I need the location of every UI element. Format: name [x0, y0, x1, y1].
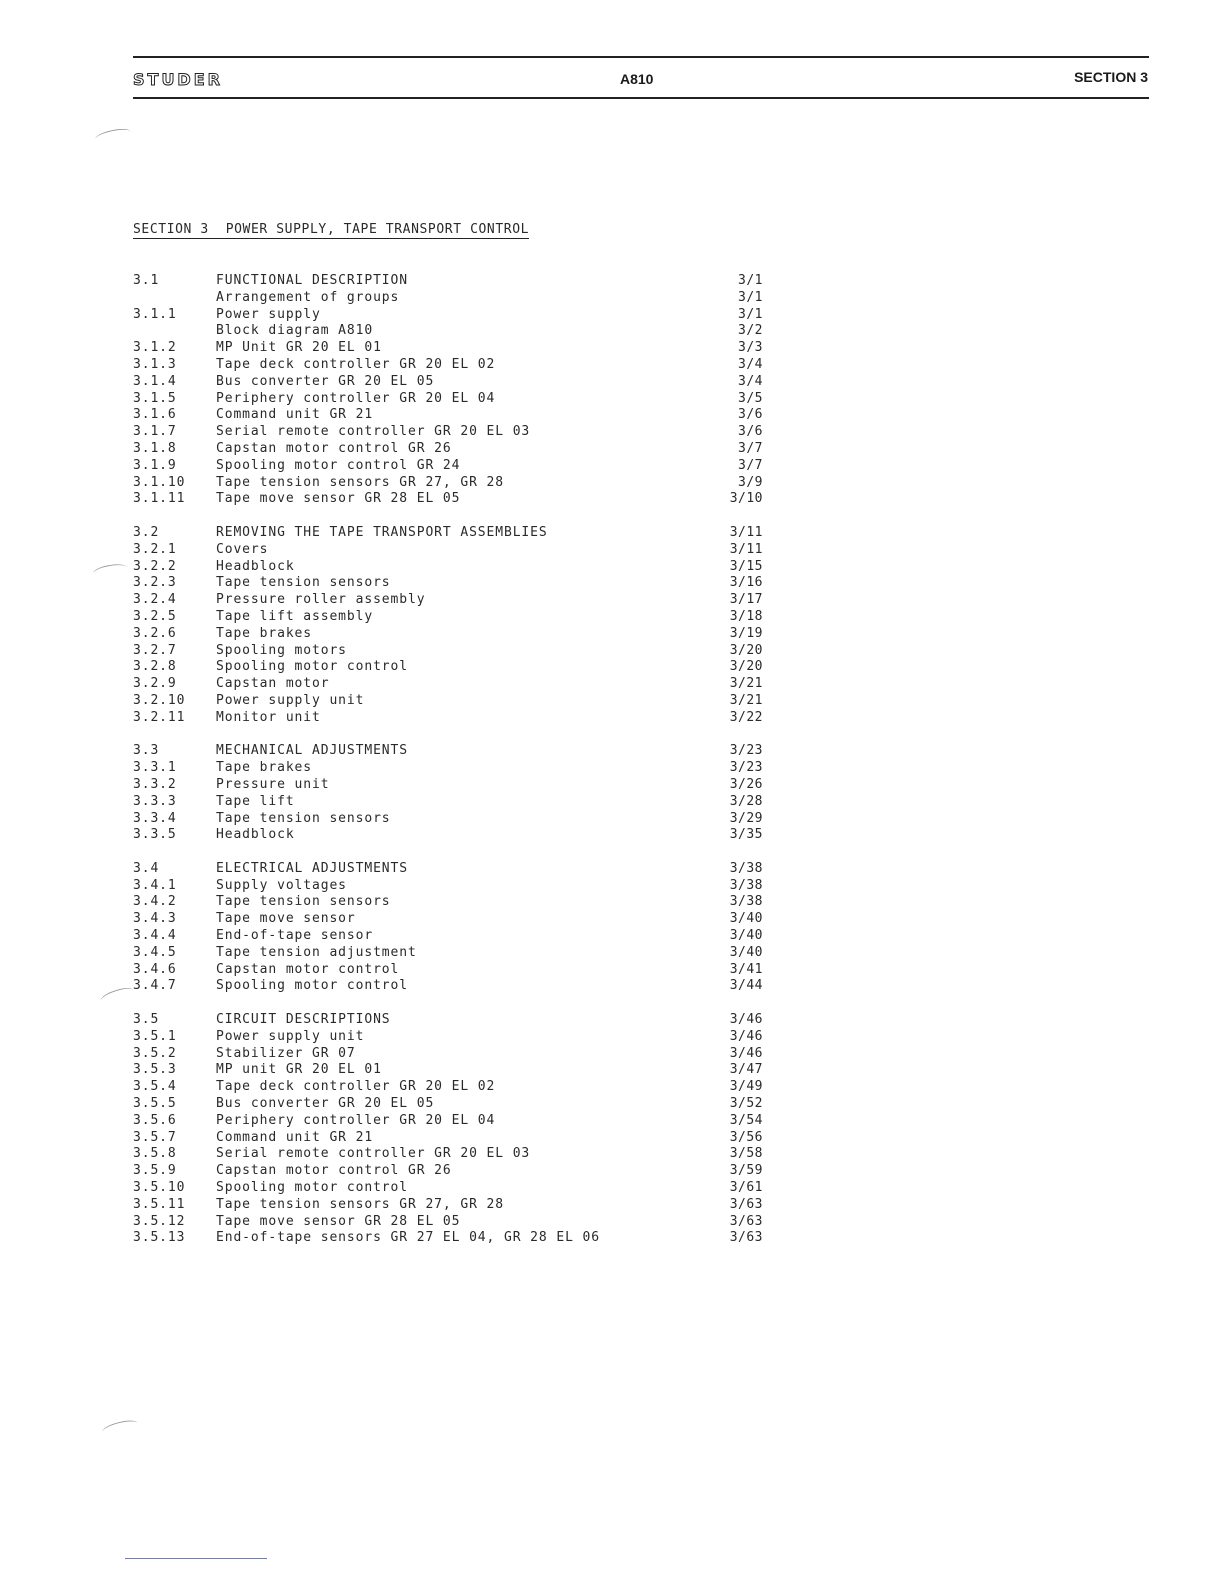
- toc-entry: [133, 1180, 763, 1197]
- toc-entry-page: 3/20: [729, 659, 763, 675]
- toc-entry-page: 3/38: [729, 860, 763, 876]
- toc-entry-title: Tape brakes: [216, 760, 312, 776]
- toc-entry-title: Power supply: [216, 306, 321, 322]
- toc-entry: [133, 760, 763, 777]
- toc-entry-page: 3/58: [729, 1146, 763, 1162]
- toc-entry-number: 3.2: [133, 524, 160, 540]
- toc-entry-title: Tape tension sensors: [216, 810, 391, 826]
- toc-entry: [133, 743, 763, 760]
- page-title: SECTION 3 POWER SUPPLY, TAPE TRANSPORT CONTROL: [133, 222, 530, 237]
- toc-entry-page: 3/1: [738, 306, 763, 322]
- toc-entry-number: 3.2.2: [133, 558, 177, 574]
- toc-entry: [133, 659, 763, 676]
- toc-entry: [133, 273, 763, 290]
- toc-entry-number: 3.4.5: [133, 944, 177, 960]
- toc-entry: [133, 827, 763, 844]
- toc-entry-title: MECHANICAL ADJUSTMENTS: [216, 743, 408, 759]
- toc-entry: [133, 475, 763, 492]
- toc-entry-page: 3/54: [729, 1112, 763, 1128]
- toc-entry-number: 3.2.6: [133, 625, 177, 641]
- toc-entry-page: 3/44: [729, 978, 763, 994]
- toc-entry-title: Power supply unit: [216, 692, 365, 708]
- toc-entry: [133, 1146, 763, 1163]
- toc-entry: [133, 1113, 763, 1130]
- toc-entry-number: 3.1.9: [133, 457, 177, 473]
- toc-entry-page: 3/23: [729, 760, 763, 776]
- toc-entry-number: 3.2.8: [133, 659, 177, 675]
- toc-entry: [133, 1130, 763, 1147]
- scan-mark: [94, 126, 132, 144]
- toc-entry-title: Serial remote controller GR 20 EL 03: [216, 424, 531, 440]
- toc-entry-title: MP unit GR 20 EL 01: [216, 1062, 382, 1078]
- toc-entry: [133, 978, 763, 995]
- toc-entry-number: 3.2.1: [133, 541, 177, 557]
- toc-entry-title: Tape brakes: [216, 625, 312, 641]
- toc-entry: [133, 441, 763, 458]
- scan-mark: [92, 562, 127, 579]
- toc-entry-title: REMOVING THE TAPE TRANSPORT ASSEMBLIES: [216, 524, 548, 540]
- toc-entry-number: 3.5.11: [133, 1196, 186, 1212]
- toc-entry-page: 3/40: [729, 944, 763, 960]
- toc-entry: [133, 525, 763, 542]
- toc-entry-number: 3.5.3: [133, 1062, 177, 1078]
- toc-entry-page: 3/56: [729, 1129, 763, 1145]
- toc-entry: [133, 962, 763, 979]
- toc-entry-page: 3/6: [738, 424, 763, 440]
- toc-entry-page: 3/6: [738, 407, 763, 423]
- toc-entry-page: 3/63: [729, 1213, 763, 1229]
- toc-entry-title: MP Unit GR 20 EL 01: [216, 340, 382, 356]
- toc-entry-page: 3/3: [738, 340, 763, 356]
- toc-entry: [133, 357, 763, 374]
- toc-entry: [133, 894, 763, 911]
- toc-entry: [133, 811, 763, 828]
- toc-entry-number: 3.3.4: [133, 810, 177, 826]
- toc-entry-title: Stabilizer GR 07: [216, 1045, 356, 1061]
- toc-entry-title: CIRCUIT DESCRIPTIONS: [216, 1012, 391, 1028]
- toc-entry-number: 3.1.4: [133, 373, 177, 389]
- scan-edge-line: [125, 1558, 267, 1559]
- toc-entry-title: Spooling motor control: [216, 1180, 408, 1196]
- toc-entry-page: 3/15: [729, 558, 763, 574]
- toc-entry-title: Command unit GR 21: [216, 407, 374, 423]
- toc-entry: [133, 491, 763, 508]
- toc-entry: [133, 374, 763, 391]
- toc-entry-title: Power supply unit: [216, 1028, 365, 1044]
- toc-group: [133, 743, 763, 844]
- toc-entry: [133, 1096, 763, 1113]
- toc-entry: [133, 945, 763, 962]
- toc-entry-page: 3/26: [729, 776, 763, 792]
- toc-entry-page: 3/1: [738, 273, 763, 288]
- toc-entry-title: Tape lift: [216, 793, 295, 809]
- toc-entry-page: 3/7: [738, 457, 763, 473]
- toc-entry-title: Capstan motor control: [216, 961, 400, 977]
- toc-entry-page: 3/19: [729, 625, 763, 641]
- toc-entry-page: 3/23: [729, 743, 763, 759]
- toc-group: [133, 1012, 763, 1247]
- toc-entry-number: 3.5.9: [133, 1163, 177, 1179]
- toc-entry-number: 3.5.10: [133, 1180, 186, 1196]
- toc-entry-page: 3/61: [729, 1180, 763, 1196]
- toc-entry: [133, 290, 763, 307]
- toc-entry-page: 3/40: [729, 911, 763, 927]
- toc-entry-page: 3/10: [729, 491, 763, 507]
- toc-entry-title: Bus converter GR 20 EL 05: [216, 1096, 435, 1112]
- toc-entry-number: 3.2.3: [133, 575, 177, 591]
- toc-entry: [133, 626, 763, 643]
- toc-entry-title: Tape move sensor GR 28 EL 05: [216, 491, 461, 507]
- toc-entry-page: 3/46: [729, 1045, 763, 1061]
- toc-entry-page: 3/21: [729, 692, 763, 708]
- toc-entry: [133, 693, 763, 710]
- toc-entry-title: Headblock: [216, 827, 295, 843]
- toc-entry-number: 3.1.6: [133, 407, 177, 423]
- toc-entry-number: 3.4.1: [133, 877, 177, 893]
- toc-entry-page: 3/21: [729, 676, 763, 692]
- toc-entry-page: 3/35: [729, 827, 763, 843]
- toc-entry-page: 3/63: [729, 1230, 763, 1246]
- toc-entry: [133, 1062, 763, 1079]
- toc-entry-number: 3.4.6: [133, 961, 177, 977]
- toc-entry: [133, 928, 763, 945]
- toc-entry: [133, 861, 763, 878]
- toc-entry-page: 3/11: [729, 524, 763, 540]
- toc-entry-page: 3/4: [738, 373, 763, 389]
- toc-entry-page: 3/59: [729, 1163, 763, 1179]
- toc-entry: [133, 911, 763, 928]
- toc-entry: [133, 1230, 763, 1247]
- toc-entry-number: 3.2.10: [133, 692, 186, 708]
- toc-entry: [133, 575, 763, 592]
- toc-entry-title: Monitor unit: [216, 709, 321, 725]
- toc-entry: [133, 1214, 763, 1231]
- toc-entry-number: 3.2.11: [133, 709, 186, 725]
- toc-entry-title: Serial remote controller GR 20 EL 03: [216, 1146, 531, 1162]
- toc-entry: [133, 424, 763, 441]
- toc-entry-title: Headblock: [216, 558, 295, 574]
- toc-entry-page: 3/49: [729, 1079, 763, 1095]
- toc-entry-number: 3.5.13: [133, 1230, 186, 1246]
- toc-entry-page: 3/40: [729, 928, 763, 944]
- toc-entry: [133, 340, 763, 357]
- toc-entry-title: Tape tension sensors GR 27, GR 28: [216, 1196, 504, 1212]
- toc-entry-number: 3.3: [133, 743, 160, 759]
- toc-entry-number: 3.1: [133, 273, 160, 288]
- toc-entry-number: 3.4.7: [133, 978, 177, 994]
- toc-entry-title: Spooling motor control: [216, 978, 408, 994]
- toc-entry: [133, 878, 763, 895]
- toc-entry: [133, 458, 763, 475]
- toc-entry-number: 3.1.8: [133, 440, 177, 456]
- toc-entry-page: 3/9: [738, 474, 763, 490]
- toc-entry-number: 3.5.1: [133, 1028, 177, 1044]
- toc-entry-number: 3.3.5: [133, 827, 177, 843]
- toc-entry-page: 3/1: [738, 289, 763, 305]
- toc-entry-number: 3.1.11: [133, 491, 186, 507]
- toc-entry-title: End-of-tape sensors GR 27 EL 04, GR 28 EL 06: [216, 1230, 600, 1246]
- toc-entry-title: Block diagram A810: [216, 323, 374, 339]
- toc-entry-number: 3.4.2: [133, 894, 177, 910]
- toc-entry: [133, 794, 763, 811]
- toc-entry-page: 3/46: [729, 1028, 763, 1044]
- toc-entry-title: Tape move sensor GR 28 EL 05: [216, 1213, 461, 1229]
- toc-entry: [133, 1197, 763, 1214]
- toc-entry: [133, 609, 763, 626]
- toc-entry-number: 3.2.5: [133, 608, 177, 624]
- toc-entry: [133, 542, 763, 559]
- table-of-contents: [133, 273, 763, 1264]
- toc-entry: [133, 643, 763, 660]
- toc-entry: [133, 559, 763, 576]
- section-label: SECTION 3: [1074, 69, 1148, 85]
- model-label: A810: [620, 71, 654, 87]
- toc-entry-number: 3.1.2: [133, 340, 177, 356]
- toc-entry-page: 3/29: [729, 810, 763, 826]
- header-bottom-rule: [133, 97, 1149, 99]
- toc-entry-number: 3.2.9: [133, 676, 177, 692]
- toc-entry-title: Pressure unit: [216, 776, 330, 792]
- toc-entry-page: 3/46: [729, 1012, 763, 1028]
- toc-entry: [133, 1079, 763, 1096]
- toc-entry-title: Bus converter GR 20 EL 05: [216, 373, 435, 389]
- toc-entry: [133, 391, 763, 408]
- toc-entry: [133, 407, 763, 424]
- toc-entry-title: Spooling motors: [216, 642, 347, 658]
- toc-entry-page: 3/17: [729, 592, 763, 608]
- toc-entry: [133, 323, 763, 340]
- toc-entry-page: 3/5: [738, 390, 763, 406]
- toc-entry-title: Periphery controller GR 20 EL 04: [216, 390, 496, 406]
- toc-entry-number: 3.4.4: [133, 928, 177, 944]
- studer-logo: STUDER: [133, 70, 223, 89]
- toc-entry-page: 3/2: [738, 323, 763, 339]
- toc-entry-number: 3.3.3: [133, 793, 177, 809]
- toc-entry-title: Supply voltages: [216, 877, 347, 893]
- toc-entry-title: FUNCTIONAL DESCRIPTION: [216, 273, 408, 288]
- toc-entry-title: Capstan motor: [216, 676, 330, 692]
- toc-entry-page: 3/38: [729, 877, 763, 893]
- toc-entry: [133, 592, 763, 609]
- toc-entry-title: Capstan motor control GR 26: [216, 1163, 452, 1179]
- toc-entry-page: 3/47: [729, 1062, 763, 1078]
- toc-entry-number: 3.4: [133, 860, 160, 876]
- toc-entry-title: Tape deck controller GR 20 EL 02: [216, 1079, 496, 1095]
- toc-entry-number: 3.3.2: [133, 776, 177, 792]
- toc-group: [133, 525, 763, 727]
- toc-entry-title: Tape tension sensors: [216, 575, 391, 591]
- toc-entry-title: Tape lift assembly: [216, 608, 374, 624]
- toc-entry-title: Tape tension sensors GR 27, GR 28: [216, 474, 504, 490]
- toc-entry-number: 3.2.4: [133, 592, 177, 608]
- toc-entry-title: Capstan motor control GR 26: [216, 440, 452, 456]
- toc-entry-page: 3/41: [729, 961, 763, 977]
- toc-entry-title: Arrangement of groups: [216, 289, 400, 305]
- toc-entry-number: 3.5.5: [133, 1096, 177, 1112]
- toc-entry: [133, 1029, 763, 1046]
- toc-entry-number: 3.3.1: [133, 760, 177, 776]
- toc-entry-title: Spooling motor control: [216, 659, 408, 675]
- toc-entry-page: 3/18: [729, 608, 763, 624]
- toc-entry-number: 3.2.7: [133, 642, 177, 658]
- header-top-rule: [133, 56, 1149, 58]
- toc-entry: [133, 777, 763, 794]
- toc-entry-page: 3/7: [738, 440, 763, 456]
- toc-entry-page: 3/22: [729, 709, 763, 725]
- toc-entry-number: 3.1.7: [133, 424, 177, 440]
- toc-entry-page: 3/52: [729, 1096, 763, 1112]
- toc-entry-title: Spooling motor control GR 24: [216, 457, 461, 473]
- toc-entry-title: End-of-tape sensor: [216, 928, 374, 944]
- toc-entry-page: 3/11: [729, 541, 763, 557]
- toc-entry-title: ELECTRICAL ADJUSTMENTS: [216, 860, 408, 876]
- toc-entry-title: Tape tension adjustment: [216, 944, 417, 960]
- toc-entry-title: Tape deck controller GR 20 EL 02: [216, 356, 496, 372]
- toc-entry-number: 3.5.8: [133, 1146, 177, 1162]
- toc-entry-number: 3.1.10: [133, 474, 186, 490]
- toc-entry-title: Tape move sensor: [216, 911, 356, 927]
- toc-entry: [133, 710, 763, 727]
- toc-entry-number: 3.5.7: [133, 1129, 177, 1145]
- toc-entry-page: 3/38: [729, 894, 763, 910]
- toc-entry-number: 3.1.3: [133, 356, 177, 372]
- toc-entry-page: 3/4: [738, 356, 763, 372]
- toc-entry-title: Periphery controller GR 20 EL 04: [216, 1112, 496, 1128]
- toc-entry-page: 3/16: [729, 575, 763, 591]
- toc-group: [133, 861, 763, 995]
- toc-entry-page: 3/20: [729, 642, 763, 658]
- toc-group: [133, 273, 763, 508]
- scan-mark: [99, 985, 135, 1006]
- toc-entry: [133, 307, 763, 324]
- toc-entry-page: 3/63: [729, 1196, 763, 1212]
- toc-entry-number: 3.5.4: [133, 1079, 177, 1095]
- toc-entry: [133, 676, 763, 693]
- toc-entry-number: 3.5.2: [133, 1045, 177, 1061]
- toc-entry: [133, 1046, 763, 1063]
- toc-entry-title: Command unit GR 21: [216, 1129, 374, 1145]
- toc-entry-number: 3.5.6: [133, 1112, 177, 1128]
- toc-entry-number: 3.1.5: [133, 390, 177, 406]
- toc-entry-number: 3.4.3: [133, 911, 177, 927]
- toc-entry-page: 3/28: [729, 793, 763, 809]
- toc-entry-number: 3.5.12: [133, 1213, 186, 1229]
- toc-entry-title: Pressure roller assembly: [216, 592, 426, 608]
- toc-entry: [133, 1163, 763, 1180]
- toc-entry-number: 3.5: [133, 1012, 160, 1028]
- toc-entry-title: Tape tension sensors: [216, 894, 391, 910]
- toc-entry-title: Covers: [216, 541, 269, 557]
- toc-entry-number: 3.1.1: [133, 306, 177, 322]
- scan-mark: [101, 1418, 139, 1437]
- toc-entry: [133, 1012, 763, 1029]
